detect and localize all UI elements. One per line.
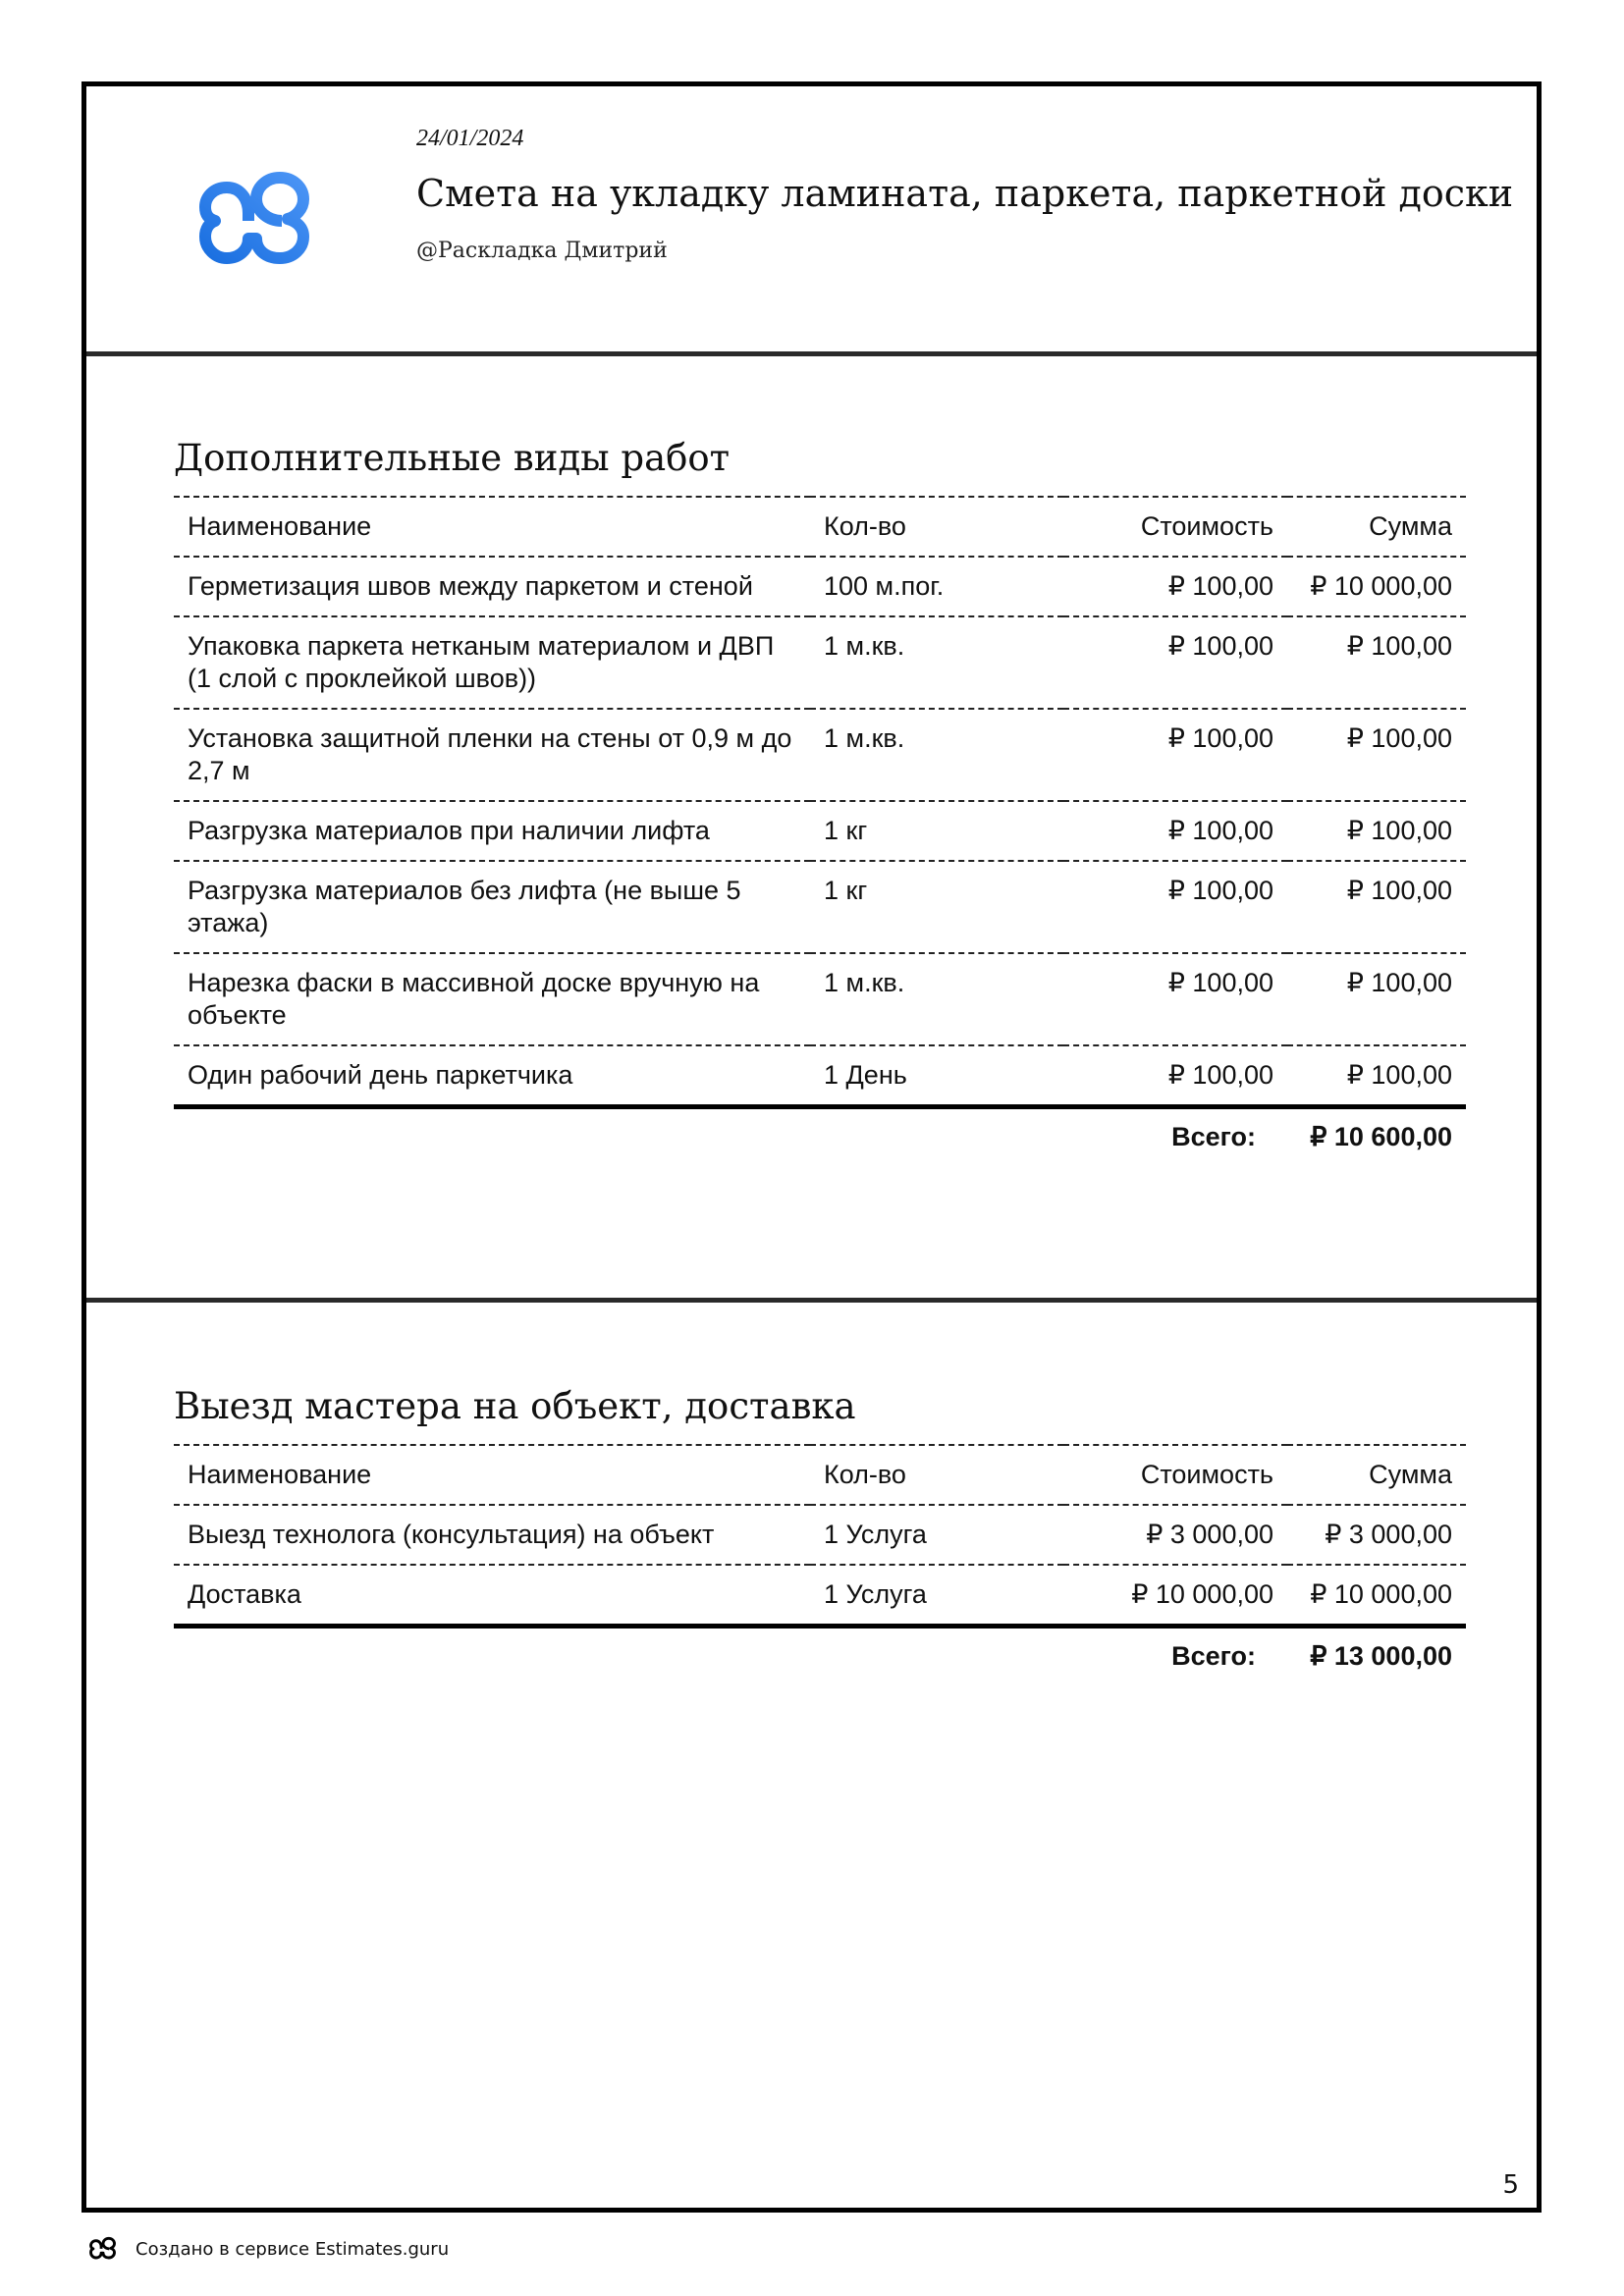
table-row — [174, 801, 1466, 861]
footer-text: Создано в сервисе Estimates.guru — [135, 2238, 450, 2260]
item-cost: ₽ 100,00 — [1167, 816, 1273, 845]
total-label: Всего: — [1171, 1122, 1256, 1151]
header-divider — [86, 351, 1537, 356]
page-number: 5 — [1502, 2170, 1519, 2200]
item-cost: ₽ 100,00 — [1063, 1045, 1287, 1107]
item-qty: 1 м.кв. — [824, 968, 905, 997]
section-divider — [86, 1298, 1537, 1303]
item-name: Нарезка фаски в массивной доске вручную на объекте — [188, 968, 760, 1030]
items-table — [174, 496, 1466, 1109]
item-cost: ₽ 10 000,00 — [1063, 1565, 1287, 1627]
item-name: Упаковка паркета нетканым материалом и ДВП (1 слой с проклейкой швов)) — [188, 631, 775, 693]
item-sum: ₽ 100,00 — [1346, 723, 1452, 753]
item-qty: 1 кг — [824, 816, 868, 845]
section-visit-delivery — [174, 1383, 1466, 1672]
table-row — [174, 709, 1466, 801]
column-header-name: Наименование — [188, 511, 372, 541]
item-sum: ₽ 10 000,00 — [1287, 1565, 1466, 1627]
table-header-row — [174, 497, 1466, 557]
table-header-row — [174, 1445, 1466, 1505]
document-date: 24/01/2024 — [416, 126, 524, 151]
item-sum: ₽ 100,00 — [1346, 876, 1452, 905]
item-name: Разгрузка материалов без лифта (не выше 5 этажа) — [188, 876, 741, 937]
item-name: Выезд технолога (консультация) на объект — [188, 1520, 715, 1549]
item-sum: ₽ 100,00 — [1287, 1045, 1466, 1107]
document-title: Смета на укладку ламината, паркета, паркетной доски — [416, 172, 1514, 215]
total-value: ₽ 10 600,00 — [1310, 1122, 1452, 1151]
section-total — [174, 1122, 1466, 1152]
section-additional-works — [174, 435, 1466, 1152]
item-qty: 1 Услуга — [810, 1565, 1063, 1627]
column-header-cost: Стоимость — [1140, 1460, 1273, 1489]
column-header-qty: Кол-во — [824, 1460, 906, 1489]
column-header-name: Наименование — [188, 1460, 372, 1489]
item-name: Герметизация швов между паркетом и стеной — [188, 571, 753, 601]
document-header — [416, 124, 1516, 266]
item-sum: ₽ 100,00 — [1346, 631, 1452, 661]
table-row — [174, 616, 1466, 709]
item-sum: ₽ 100,00 — [1346, 968, 1452, 997]
clover-logo-icon — [82, 2234, 124, 2264]
item-name: Один рабочий день паркетчика — [174, 1045, 810, 1107]
item-qty: 1 Услуга — [824, 1520, 927, 1549]
section-total — [174, 1641, 1466, 1672]
table-row — [174, 1565, 1466, 1627]
document-author: @Раскладка Дмитрий — [416, 239, 668, 263]
total-label: Всего: — [1171, 1641, 1256, 1671]
section-title: Выезд мастера на объект, доставка — [174, 1385, 856, 1427]
column-header-sum: Сумма — [1369, 1460, 1452, 1489]
column-header-cost: Стоимость — [1140, 511, 1273, 541]
item-cost: ₽ 100,00 — [1167, 723, 1273, 753]
footer — [82, 2234, 449, 2264]
total-value: ₽ 13 000,00 — [1310, 1641, 1452, 1671]
column-header-qty: Кол-во — [824, 511, 906, 541]
item-name: Доставка — [174, 1565, 810, 1627]
item-qty: 100 м.пог. — [824, 571, 945, 601]
clover-logo-icon — [197, 160, 315, 283]
item-cost: ₽ 100,00 — [1167, 876, 1273, 905]
item-cost: ₽ 100,00 — [1167, 968, 1273, 997]
item-name: Установка защитной пленки на стены от 0,9 м до 2,7 м — [188, 723, 792, 785]
column-header-sum: Сумма — [1369, 511, 1452, 541]
item-sum: ₽ 10 000,00 — [1310, 571, 1452, 601]
item-qty: 1 кг — [824, 876, 868, 905]
item-qty: 1 м.кв. — [824, 723, 905, 753]
item-qty: 1 м.кв. — [824, 631, 905, 661]
item-cost: ₽ 100,00 — [1167, 571, 1273, 601]
table-row — [174, 1505, 1466, 1565]
table-row — [174, 1045, 1466, 1107]
item-sum: ₽ 3 000,00 — [1325, 1520, 1452, 1549]
item-cost: ₽ 100,00 — [1167, 631, 1273, 661]
items-table — [174, 1444, 1466, 1629]
item-sum: ₽ 100,00 — [1346, 816, 1452, 845]
item-qty: 1 День — [810, 1045, 1063, 1107]
section-title: Дополнительные виды работ — [174, 437, 731, 479]
item-cost: ₽ 3 000,00 — [1146, 1520, 1273, 1549]
item-name: Разгрузка материалов при наличии лифта — [188, 816, 710, 845]
table-row — [174, 953, 1466, 1045]
page-frame — [81, 81, 1542, 2213]
table-row — [174, 861, 1466, 953]
table-row — [174, 557, 1466, 616]
